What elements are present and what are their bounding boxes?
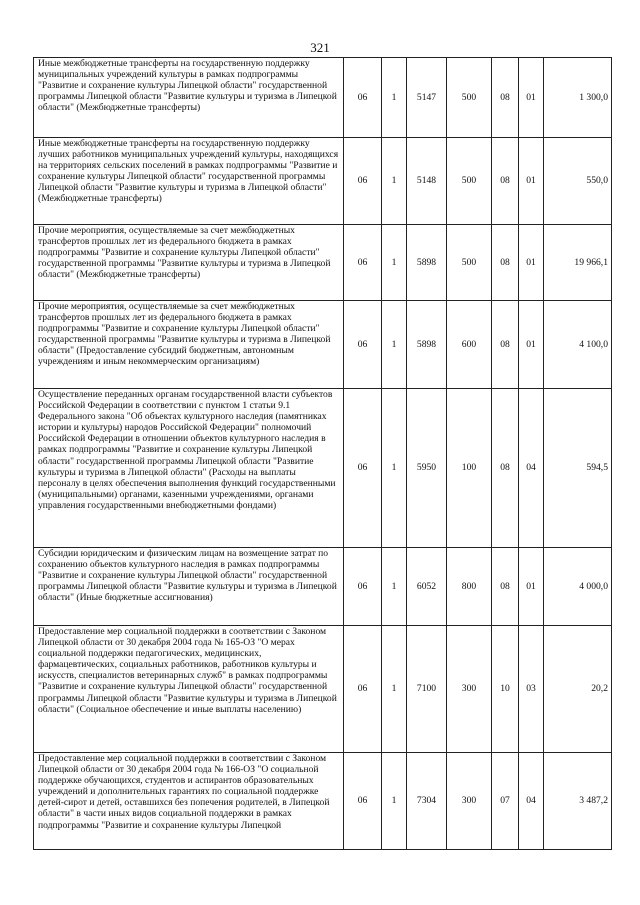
- table-row: [34, 548, 612, 626]
- row-section-code: 1: [382, 389, 407, 548]
- row-amount: 19 966,1: [544, 225, 612, 301]
- row-code: 5147: [407, 58, 447, 138]
- row-chapter: 08: [492, 138, 519, 225]
- table-row: [34, 138, 612, 225]
- row-ministry: 06: [344, 138, 382, 225]
- row-amount: 3 487,2: [544, 753, 612, 850]
- row-ministry: 06: [344, 225, 382, 301]
- table-row: [34, 626, 612, 753]
- row-code: 7304: [407, 753, 447, 850]
- row-description: Прочие мероприятия, осуществляемые за счет межбюджетных трансфертов прошлых лет из федерального бюджета в рамках подпрограммы "Развитие и сохранение культуры Липецкой области" государственной программы "Развитие культуры и туризма в Липецкой области" (Предоставление субсидий бюджетным, автономным учреждениям и иным некоммерческим организациям): [34, 301, 344, 389]
- budget-table: [33, 57, 612, 850]
- row-amount: 594,5: [544, 389, 612, 548]
- table-row: [34, 753, 612, 850]
- row-subsection: 01: [519, 548, 544, 626]
- row-code: 5950: [407, 389, 447, 548]
- row-code: 5148: [407, 138, 447, 225]
- row-code: 7100: [407, 626, 447, 753]
- row-description: Предоставление мер социальной поддержки в соответствии с Законом Липецкой области от 30 декабря 2004 года № 166-ОЗ "О социальной поддержке обучающихся, студентов и аспирантов образовательных учреждений и дополнительных гарантиях по социальной поддержке детей-сирот и детей, оставшихся без попечения родителей, в Липецкой области" в части иных видов социальной поддержки в рамках подпрограммы "Развитие и сохранение культуры Липецкой: [34, 753, 344, 850]
- row-description: Иные межбюджетные трансферты на государственную поддержку муниципальных учреждений культуры в рамках подпрограммы "Развитие и сохранение культуры Липецкой области" государственной программы Липецкой области "Развитие культуры и туризма в Липецкой области" (Межбюджетные трансферты): [34, 58, 344, 138]
- table-row: [34, 389, 612, 548]
- row-amount: 4 100,0: [544, 301, 612, 389]
- row-ministry: 06: [344, 753, 382, 850]
- row-subsection: 01: [519, 301, 544, 389]
- row-expense-type: 600: [447, 301, 492, 389]
- row-code: 5898: [407, 301, 447, 389]
- row-ministry: 06: [344, 389, 382, 548]
- row-code: 6052: [407, 548, 447, 626]
- row-amount: 550,0: [544, 138, 612, 225]
- row-section-code: 1: [382, 138, 407, 225]
- row-description: Осуществление переданных органам государственной власти субъектов Российской Федерации в соответствии с пунктом 1 статьи 9.1 Федерального закона "Об объектах культурного наследия (памятниках истории и культуры) народов Российской Федерации" полномочий Российской Федерации в отношении объектов культурного наследия в рамках подпрограммы "Развитие и сохранение культуры Липецкой области" государственной программы Липецкой области "Развитие культуры и туризма в Липецкой области" (Расходы на выплаты персоналу в целях обеспечения выполнения функций государственными (муниципальными) органами, казенными учреждениями, органами управления государственными внебюджетными фондами): [34, 389, 344, 548]
- row-subsection: 01: [519, 58, 544, 138]
- row-expense-type: 500: [447, 225, 492, 301]
- row-chapter: 08: [492, 548, 519, 626]
- row-expense-type: 100: [447, 389, 492, 548]
- row-section-code: 1: [382, 626, 407, 753]
- row-ministry: 06: [344, 58, 382, 138]
- row-subsection: 01: [519, 138, 544, 225]
- row-section-code: 1: [382, 301, 407, 389]
- row-chapter: 10: [492, 626, 519, 753]
- row-amount: 20,2: [544, 626, 612, 753]
- page-number: 321: [310, 40, 330, 55]
- row-expense-type: 800: [447, 548, 492, 626]
- row-expense-type: 300: [447, 626, 492, 753]
- row-code: 5898: [407, 225, 447, 301]
- row-chapter: 07: [492, 753, 519, 850]
- row-chapter: 08: [492, 58, 519, 138]
- row-section-code: 1: [382, 753, 407, 850]
- row-subsection: 04: [519, 389, 544, 548]
- row-section-code: 1: [382, 225, 407, 301]
- table-row: [34, 58, 612, 138]
- row-section-code: 1: [382, 58, 407, 138]
- row-expense-type: 300: [447, 753, 492, 850]
- row-section-code: 1: [382, 548, 407, 626]
- row-amount: 4 000,0: [544, 548, 612, 626]
- row-description: Прочие мероприятия, осуществляемые за счет межбюджетных трансфертов прошлых лет из федерального бюджета в рамках подпрограммы "Развитие и сохранение культуры Липецкой области" государственной программы "Развитие культуры и туризма в Липецкой области" (Межбюджетные трансферты): [34, 225, 344, 301]
- row-description: Предоставление мер социальной поддержки в соответствии с Законом Липецкой области от 30 декабря 2004 года № 165-ОЗ "О мерах социальной поддержки педагогических, медицинских, фармацевтических, социальных работников, работников культуры и искусств, специалистов ветеринарных служб" в рамках подпрограммы "Развитие и сохранение культуры Липецкой области" государственной программы Липецкой области "Развитие культуры и туризма в Липецкой области" (Социальное обеспечение и иные выплаты населению): [34, 626, 344, 753]
- table-row: [34, 225, 612, 301]
- table-row: [34, 301, 612, 389]
- row-chapter: 08: [492, 301, 519, 389]
- row-chapter: 08: [492, 389, 519, 548]
- row-expense-type: 500: [447, 58, 492, 138]
- row-subsection: 04: [519, 753, 544, 850]
- row-ministry: 06: [344, 301, 382, 389]
- row-expense-type: 500: [447, 138, 492, 225]
- row-ministry: 06: [344, 548, 382, 626]
- row-chapter: 08: [492, 225, 519, 301]
- row-description: Иные межбюджетные трансферты на государственную поддержку лучших работников муниципальных учреждений культуры, находящихся на территориях сельских поселений в рамках подпрограммы "Развитие и сохранение культуры Липецкой области" государственной программы Липецкой области "Развитие культуры и туризма в Липецкой области" (Межбюджетные трансферты): [34, 138, 344, 225]
- row-description: Субсидии юридическим и физическим лицам на возмещение затрат по сохранению объектов культурного наследия в рамках подпрограммы "Развитие и сохранение культуры Липецкой области" государственной программы Липецкой области "Развитие культуры и туризма в Липецкой области" (Иные бюджетные ассигнования): [34, 548, 344, 626]
- row-subsection: 01: [519, 225, 544, 301]
- row-amount: 1 300,0: [544, 58, 612, 138]
- row-subsection: 03: [519, 626, 544, 753]
- row-ministry: 06: [344, 626, 382, 753]
